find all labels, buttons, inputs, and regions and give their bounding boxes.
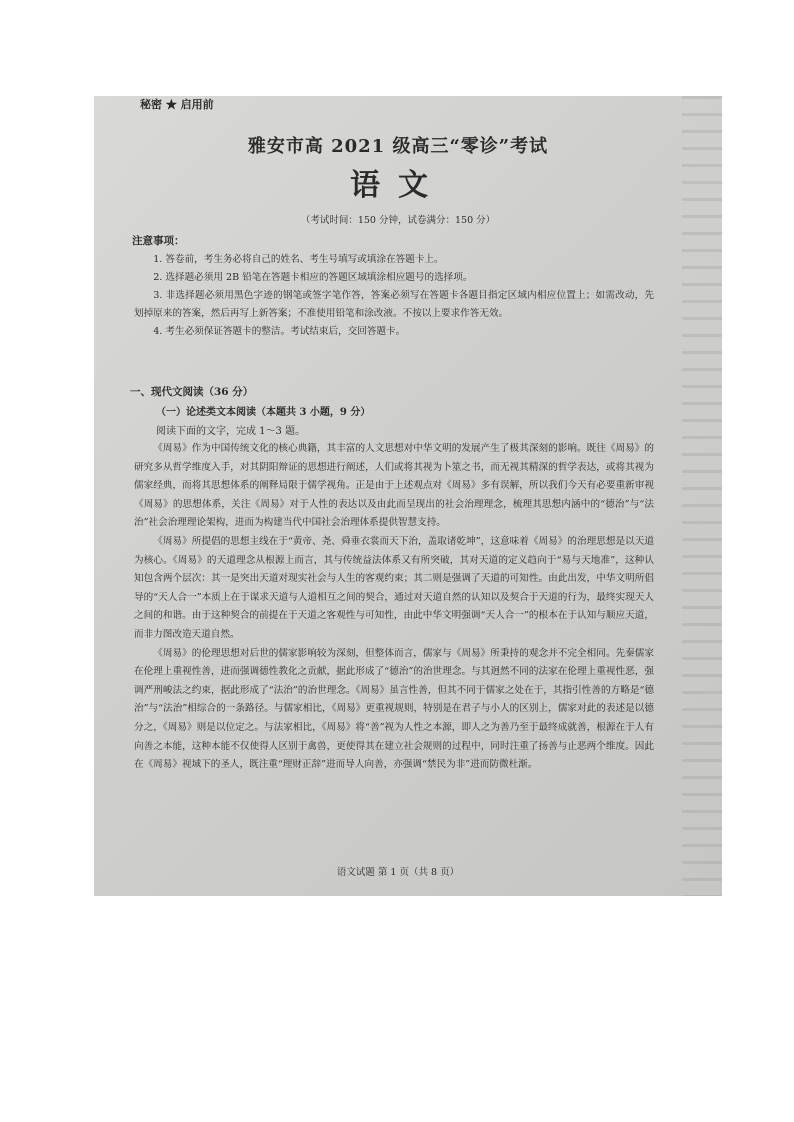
secret-mark: 秘密 ★ 启用前 <box>140 98 214 111</box>
reading-passage <box>134 440 654 775</box>
exam-title: 雅安市高 2021 级高三“零诊”考试 <box>247 136 549 157</box>
section-heading: 一、现代文阅读（36 分） <box>130 386 254 398</box>
passage-paragraph: 《周易》作为中国传统文化的核心典籍，其丰富的人文思想对中华文明的发展产生了极其深刻的影响。既往《周易》的研究多从哲学维度入手，对其阴阳辩证的思想进行阐述，人们或将其视为卜筮之书，而无视其精深的哲学表达，或将其视为儒家经典，而将其思想体系的阐释局限于儒学视角。正是由于上述观点对《周易》多有误解，所以我们今天有必要重新审视《周易》的思想体系，关注《周易》对于人性的表达以及由此而呈现出的社会治理理念，梳理其思想内涵中的“德治”与“法治”社会治理理论架构，进而为构建当代中国社会治理体系提供智慧支持。 <box>134 443 654 529</box>
exam-sheet <box>114 96 682 896</box>
passage-paragraph: 《周易》所提倡的思想主线在于“黄帝、尧、舜垂衣裳而天下治，盖取诸乾坤”，这意味着《周易》的治理思想是以天道为核心。《周易》的天道理念从根源上而言，其与传统益法体系又有所突破，其对天道的定义趋向于“易与天地准”，这种认知包含两个层次：其一是突出天道对现实社会与人生的客观约束；其二则是强调了天道的可知性。由此出发，中华文明所倡导的“天人合一”本质上在于谋求天道与人道相互之间的契合，通过对天道自然的认知以及契合于天道的行为，最终实现天人之间的和谐。由于这种契合的前提在于天道之客观性与可知性，由此中华文明强调“天人合一”的根本在于认知与顺应天道，而非力图改造天道自然。 <box>134 535 654 640</box>
subsection-heading: （一）论述类文本阅读（本题共 3 小题，9 分） <box>156 407 371 418</box>
passage-paragraph: 《周易》的伦理思想对后世的儒家影响较为深刻，但整体而言，儒家与《周易》所秉持的观念并不完全相同。先秦儒家在伦理上重视性善，进而强调德性教化之贡献，据此形成了“德治”的治世理念。与其迥然不同的法家在伦理上重视性恶，强调严刑峻法之约束，据此形成了“法治”的治世理念。《周易》虽言性善，但其不同于儒家之处在于，其指引性善的方略是“德治”与“法治”相综合的一条路径。与儒家相比，《周易》更重视规则，特别是在君子与小人的区别上，儒家对此的表述是以德分之，《周易》则是以位定之。与法家相比，《周易》将“善”视为人性之本源，即人之为善乃至于最终成就善，根源在于人有向善之本能，这种本能不仅使得人区别于禽兽，更使得其在建立社会规则的过程中，同时注重了扬善与止恶两个维度。因此在《周易》视域下的圣人，既注重“理财正辞”进而导人向善，亦强调“禁民为非”进而防微杜渐。 <box>134 647 654 771</box>
exam-photo <box>94 96 722 896</box>
notice-item: 1. 答卷前，考生务必将自己的姓名、考生号填写或填涂在答题卡上。 <box>153 254 444 265</box>
notice-item: 2. 选择题必须用 2B 铅笔在答题卡相应的答题区域填涂相应题号的选择项。 <box>153 272 473 283</box>
notice-item: 3. 非选择题必须用黑色字迹的钢笔或签字笔作答，答案必须写在答题卡各题目指定区域内相应位置上；如需改动，先划掉原来的答案，然后再写上新答案；不准使用铅笔和涂改液。不按以上要求作答无效。 <box>134 290 654 319</box>
exam-meta: （考试时间：150 分钟，试卷满分：150 分） <box>300 215 496 226</box>
notice-list <box>134 251 654 341</box>
notice-heading: 注意事项： <box>132 235 185 247</box>
adjacent-page-edge <box>682 96 722 896</box>
page-footer: 语文试题 第 1 页（共 8 页） <box>336 867 460 878</box>
subject-title: 语文 <box>350 168 446 203</box>
notice-item: 4. 考生必须保证答题卡的整洁。考试结束后，交回答题卡。 <box>153 326 406 337</box>
reading-instruction: 阅读下面的文字，完成 1～3 题。 <box>156 426 306 437</box>
